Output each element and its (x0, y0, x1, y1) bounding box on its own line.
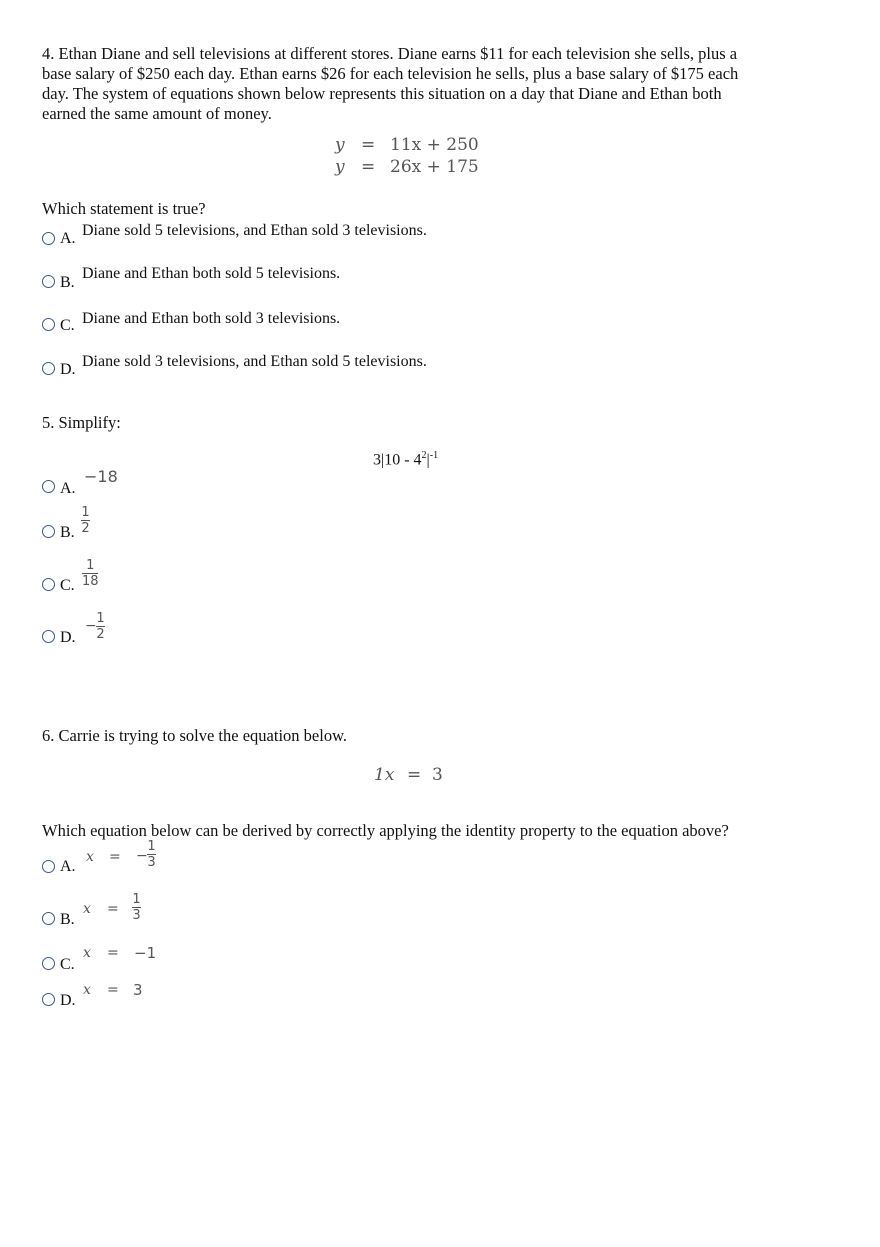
option-equals: = (109, 849, 121, 865)
q6-eq-rhs: 3 (432, 765, 443, 785)
option-text: Diane sold 3 televisions, and Ethan sold 5 televisions. (82, 353, 427, 370)
q4-stem-line-1: 4. Ethan Diane and sell televisions at different stores. Diane earns $11 for each television she sells, plus a (42, 44, 738, 63)
q4-stem-line-2: base salary of $250 each day. Ethan earns $26 for each television he sells, plus a base salary of $175 each (42, 64, 739, 83)
option-text: Diane sold 5 televisions, and Ethan sold 3 televisions. (82, 222, 427, 239)
option-variable: x (83, 982, 91, 998)
option-text: Diane and Ethan both sold 3 televisions. (82, 310, 341, 327)
q6-prompt: 6. Carrie is trying to solve the equation below. (42, 726, 348, 745)
q5-prompt: 5. Simplify: (42, 413, 121, 432)
option-letter: C. (60, 577, 75, 594)
option-letter: B. (60, 274, 75, 291)
option-equals: = (107, 982, 119, 998)
q6-eq-lhs: 1x (374, 765, 395, 785)
q4-eq1-op: = (361, 135, 376, 155)
radio-button[interactable] (42, 630, 55, 643)
q5-expr-base: 3|10 - 4 (373, 451, 422, 469)
option-fraction (147, 840, 156, 869)
q6-question: Which equation below can be derived by correctly applying the identity property to the equation above? (42, 821, 729, 840)
q4-eq2-lhs: y (335, 157, 345, 177)
radio-button[interactable] (42, 525, 55, 538)
q4-eq1-rhs: 11x + 250 (390, 135, 479, 155)
radio-button[interactable] (42, 232, 55, 245)
q5-expr-exponent: 2 (421, 450, 427, 461)
fraction-numerator: 1 (147, 839, 156, 854)
option-letter: C. (60, 956, 75, 973)
radio-button[interactable] (42, 362, 55, 375)
radio-button[interactable] (42, 275, 55, 288)
fraction-numerator: 1 (81, 505, 90, 520)
q6-eq-op: = (407, 765, 422, 785)
option-variable: x (83, 901, 91, 917)
q4-stem-line-3: day. The system of equations shown below represents this situation on a day that Diane and Ethan both (42, 84, 722, 103)
q5-expression (373, 450, 438, 469)
option-text: Diane and Ethan both sold 5 televisions. (82, 265, 341, 282)
radio-button[interactable] (42, 480, 55, 493)
radio-button[interactable] (42, 318, 55, 331)
option-fraction (82, 559, 99, 588)
fraction-numerator: 1 (96, 611, 105, 626)
option-fraction (96, 612, 105, 641)
option-equals: = (107, 945, 119, 961)
radio-button[interactable] (42, 860, 55, 873)
option-letter: D. (60, 992, 76, 1009)
fraction-denominator: 2 (96, 627, 105, 642)
q4-stem-line-4: earned the same amount of money. (42, 104, 272, 123)
fraction-denominator: 3 (147, 855, 156, 870)
fraction-numerator: 1 (132, 892, 141, 907)
q4-eq2-op: = (361, 157, 376, 177)
radio-button[interactable] (42, 912, 55, 925)
option-value: −1 (134, 944, 157, 962)
option-letter: D. (60, 629, 76, 646)
option-value: 3 (133, 981, 143, 999)
fraction-numerator: 1 (86, 558, 95, 573)
option-letter: A. (60, 230, 76, 247)
minus-sign: − (136, 848, 148, 864)
fraction-denominator: 3 (132, 908, 141, 923)
option-fraction (132, 893, 141, 922)
fraction-denominator: 18 (82, 574, 99, 589)
option-letter: A. (60, 858, 76, 875)
q5-expr-abs-close: | (426, 451, 430, 469)
radio-button[interactable] (42, 993, 55, 1006)
q4-eq2-rhs: 26x + 175 (390, 157, 479, 177)
minus-sign: − (85, 618, 97, 634)
q5-expr-power: -1 (429, 450, 439, 461)
option-letter: B. (60, 911, 75, 928)
q4-eq1-lhs: y (335, 135, 345, 155)
option-variable: x (83, 945, 91, 961)
option-letter: B. (60, 524, 75, 541)
option-letter: D. (60, 361, 76, 378)
option-variable: x (86, 849, 94, 865)
fraction-denominator: 2 (81, 521, 90, 536)
option-fraction (81, 506, 90, 535)
radio-button[interactable] (42, 957, 55, 970)
option-letter: A. (60, 480, 76, 497)
q4-question: Which statement is true? (42, 199, 206, 218)
option-equals: = (107, 901, 119, 917)
radio-button[interactable] (42, 578, 55, 591)
option-value: −18 (84, 467, 118, 486)
option-letter: C. (60, 317, 75, 334)
